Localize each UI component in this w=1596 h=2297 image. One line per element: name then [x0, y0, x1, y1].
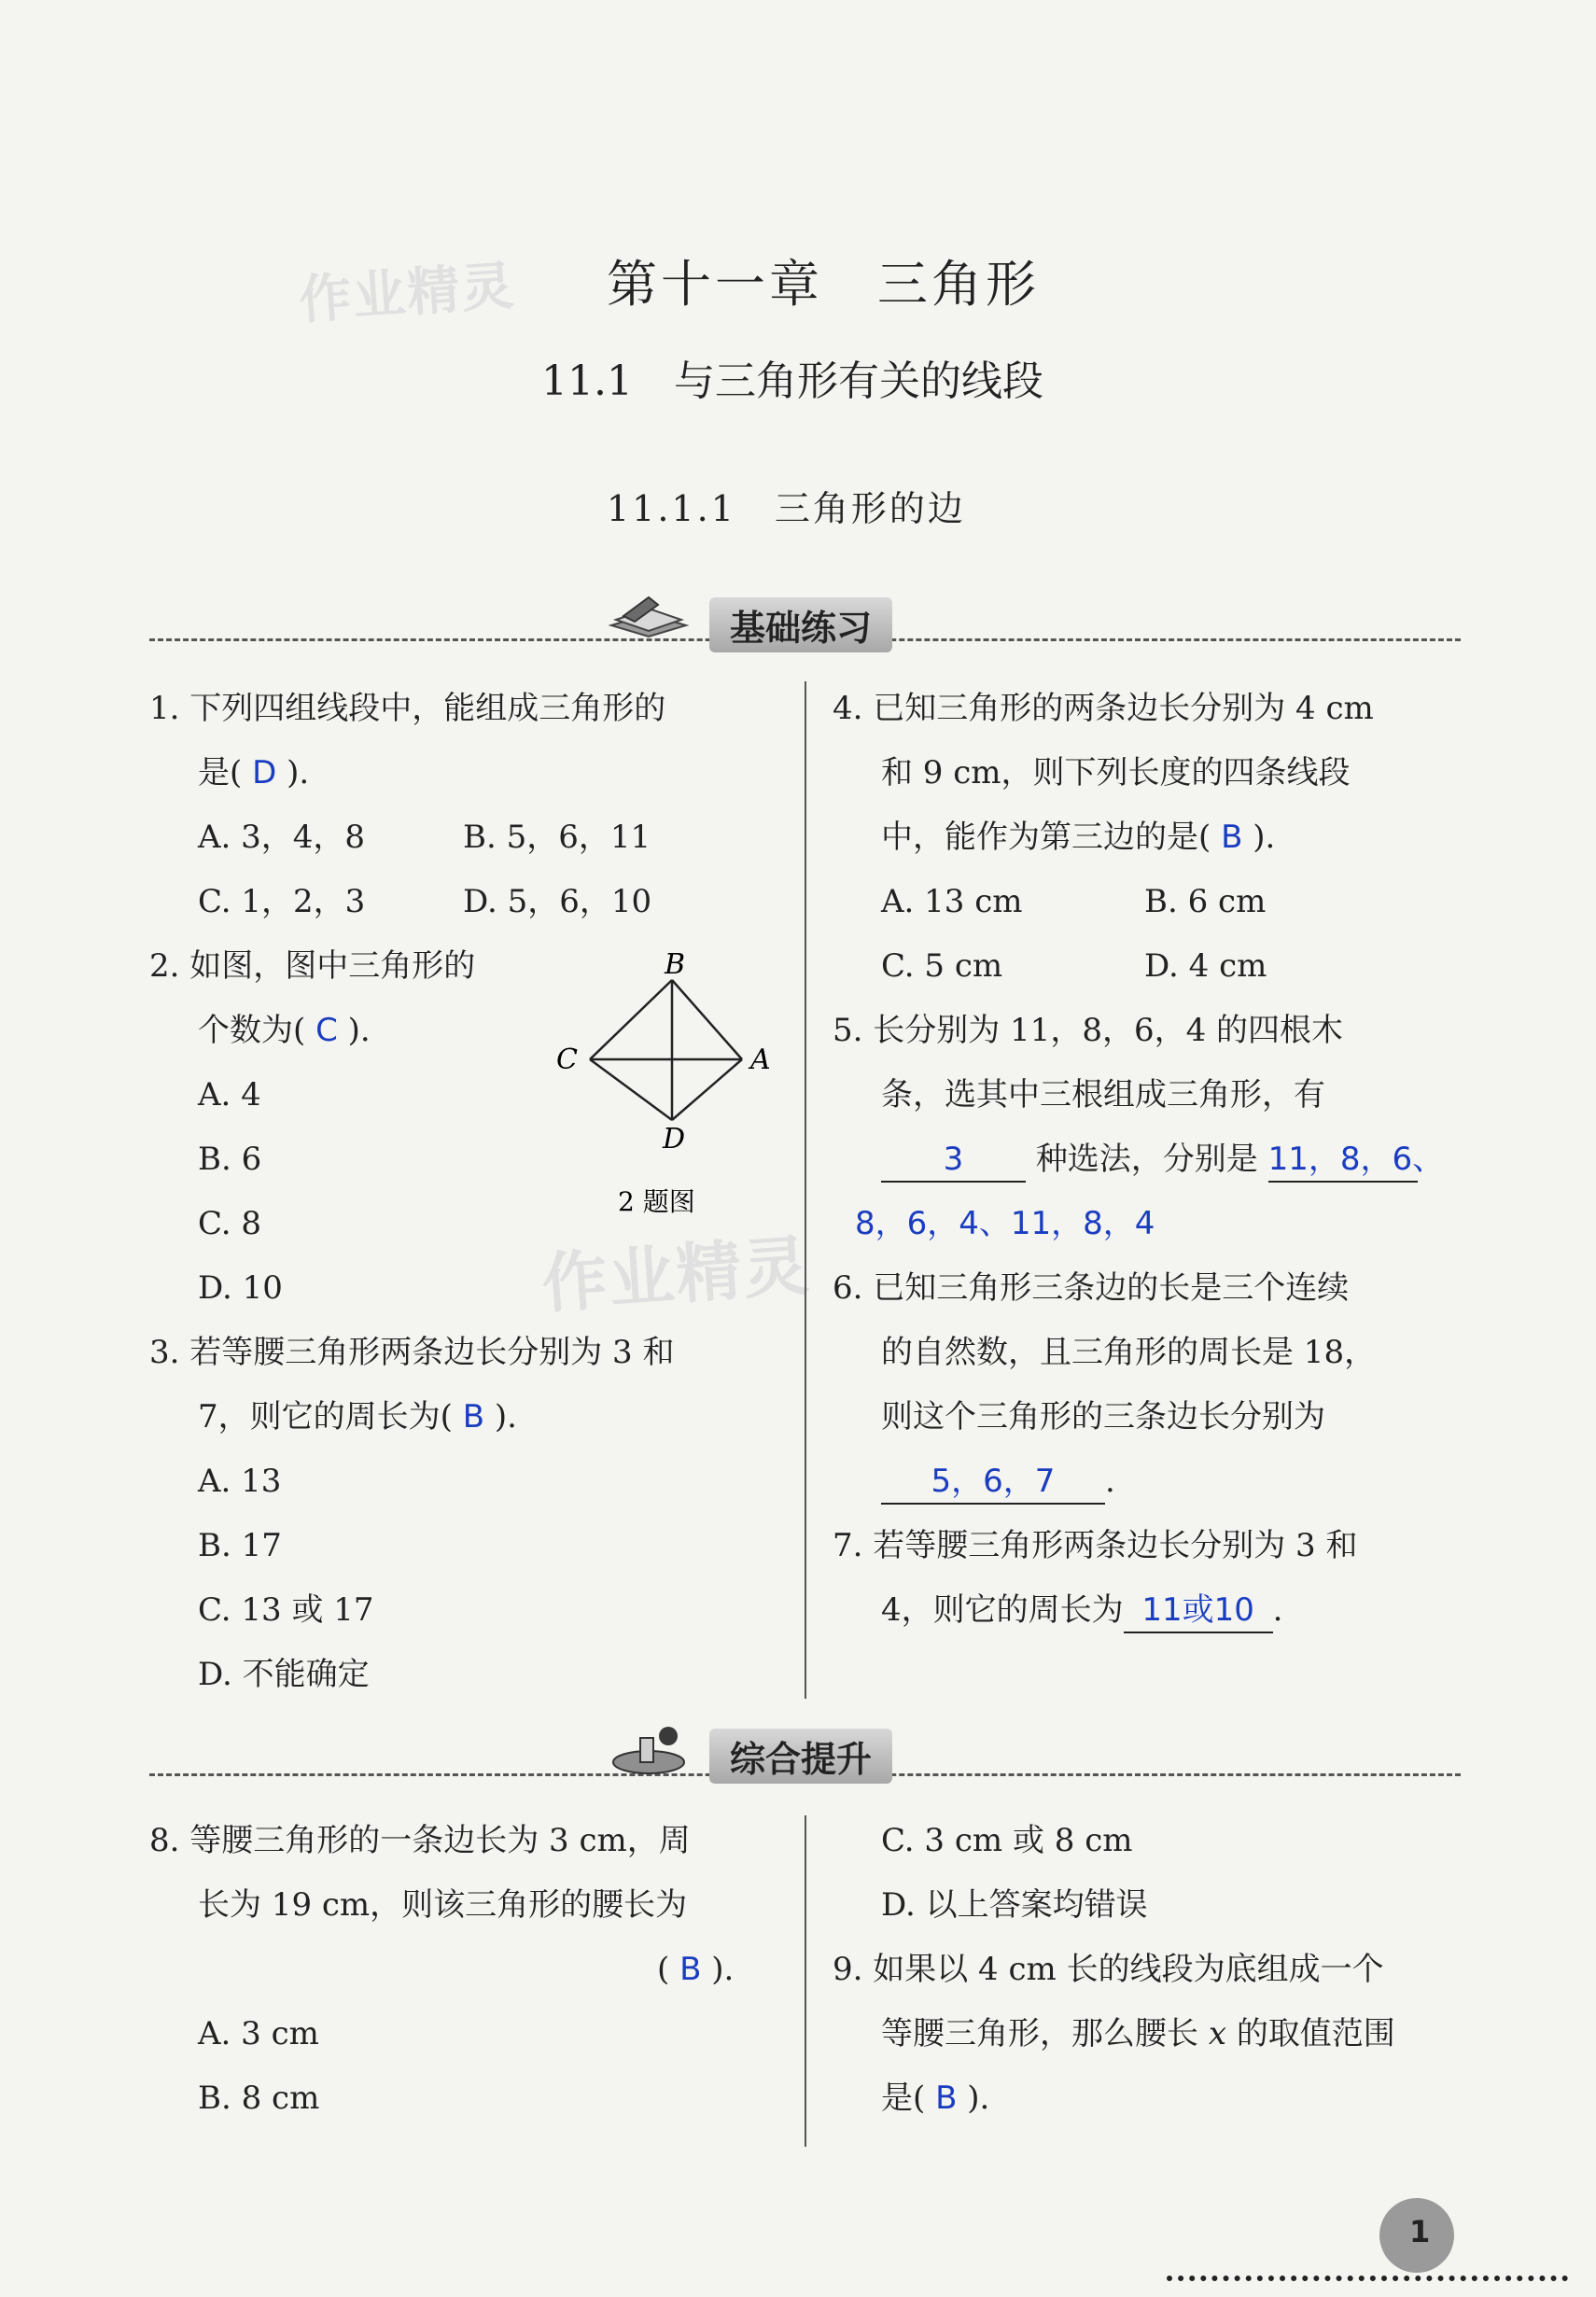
q3-stem-post: ).: [494, 1398, 517, 1436]
q7-line1: 7. 若等腰三角形两条边长分别为 3 和: [833, 1527, 1358, 1564]
fig-caption: 2 题图: [618, 1186, 695, 1217]
q9-line1: 9. 如果以 4 cm 长的线段为底组成一个: [833, 1951, 1384, 1988]
q2-option-d: D. 10: [198, 1269, 283, 1307]
watermark-middle: 作业精灵: [539, 1227, 813, 1323]
subsection-title: 11.1.1 三角形的边: [607, 488, 966, 529]
fig-label-b: B: [665, 948, 686, 981]
q8-option-a: A. 3 cm: [198, 2015, 319, 2052]
q5-line3: [881, 1127, 1445, 1192]
q9-variable: x: [1208, 2015, 1226, 2052]
q2-answer: C: [315, 1012, 338, 1049]
q7-stem-pre: 4，则它的周长为: [881, 1591, 1124, 1629]
q7-stem: [881, 1578, 1282, 1643]
q8-option-b: B. 8 cm: [198, 2080, 320, 2117]
q8-line1: 8. 等腰三角形的一条边长为 3 cm，周: [149, 1822, 691, 1859]
q1-option-a: A. 3，4，8: [198, 819, 366, 856]
q4-stem: [881, 805, 1275, 870]
q5-answer-detail-2: 8，6，4、11，8，4: [855, 1205, 1155, 1242]
q9-line2-pre: 等腰三角形，那么腰长: [881, 2015, 1198, 2052]
page-number: 1: [1409, 2214, 1431, 2249]
q3-stem-pre: 7，则它的周长为(: [198, 1398, 453, 1436]
q1-line1: 1. 下列四组线段中，能组成三角形的: [149, 690, 666, 727]
fig-label-d: D: [663, 1123, 686, 1156]
q2-option-c: C. 8: [198, 1205, 262, 1242]
q5-answer-count: 3: [881, 1138, 1026, 1183]
q1-answer: D: [252, 754, 277, 791]
q2-stem-pre: 个数为(: [198, 1012, 306, 1049]
q6-answer-line: [881, 1450, 1115, 1514]
fig-label-c: C: [556, 1043, 578, 1076]
q6-line2: 的自然数，且三角形的周长是 18，: [881, 1334, 1377, 1371]
column-divider-1: [805, 681, 806, 1699]
q8-answer-paren: [657, 1938, 734, 2002]
q5-answer-detail-1: 11，8，6、: [1268, 1138, 1418, 1183]
q1-option-c: C. 1，2，3: [198, 883, 366, 920]
q4-line1: 4. 已知三角形的两条边长分别为 4 cm: [833, 690, 1374, 727]
column-divider-2: [805, 1815, 806, 2147]
q1-stem-post: ).: [287, 754, 310, 791]
q8-paren-close: ).: [711, 1951, 735, 1988]
award-icon: [607, 1717, 691, 1777]
q4-stem-post: ).: [1253, 819, 1276, 856]
q8-option-d: D. 以上答案均错误: [881, 1886, 1148, 1924]
q3-option-d: D. 不能确定: [198, 1656, 370, 1693]
q8-answer: B: [679, 1951, 702, 1988]
q2-figure: [541, 947, 784, 1246]
q4-answer: B: [1221, 819, 1243, 856]
q2-line1: 2. 如图，图中三角形的: [149, 947, 476, 985]
q4-option-c: C. 5 cm: [881, 947, 1003, 985]
q3-stem: [198, 1385, 517, 1450]
q1-option-d: D. 5，6，10: [463, 883, 652, 920]
q8-paren-open: (: [657, 1951, 670, 1988]
q3-line1: 3. 若等腰三角形两条边长分别为 3 和: [149, 1334, 675, 1371]
section-heading-advanced: 综合提升: [709, 1729, 892, 1784]
q9-answer: B: [935, 2080, 958, 2117]
q7-end: .: [1272, 1591, 1283, 1629]
q4-option-a: A. 13 cm: [881, 883, 1023, 920]
q5-mid-text: 种选法，分别是: [1035, 1141, 1258, 1178]
q4-option-d: D. 4 cm: [1144, 947, 1267, 985]
q4-line2: 和 9 cm，则下列长度的四条线段: [881, 754, 1351, 791]
q8-option-c: C. 3 cm 或 8 cm: [881, 1822, 1133, 1859]
q9-stem-pre: 是(: [881, 2080, 926, 2117]
q1-stem-pre: 是(: [198, 754, 243, 791]
q9-stem-post: ).: [967, 2080, 990, 2117]
q6-answer: 5，6，7: [881, 1460, 1105, 1505]
q6-end: .: [1105, 1463, 1115, 1500]
q4-option-b: B. 6 cm: [1144, 883, 1267, 920]
q1-stem: [198, 741, 309, 805]
q2-option-b: B. 6: [198, 1141, 262, 1178]
q6-line3: 则这个三角形的三条边长分别为: [881, 1398, 1325, 1436]
q8-line2: 长为 19 cm，则该三角形的腰长为: [198, 1886, 688, 1924]
section-title: 11.1 与三角形有关的线段: [541, 357, 1043, 405]
fig-label-a: A: [750, 1043, 771, 1076]
section-heading-basic: 基础练习: [709, 597, 892, 652]
q6-line1: 6. 已知三角形三条边的长是三个连续: [833, 1269, 1350, 1307]
q3-option-b: B. 17: [198, 1527, 282, 1564]
q5-line2: 条，选其中三根组成三角形，有: [881, 1076, 1325, 1113]
q4-stem-pre: 中，能作为第三边的是(: [881, 819, 1211, 856]
chapter-title: 第十一章 三角形: [607, 255, 1040, 314]
q3-answer: B: [462, 1398, 485, 1436]
q5-line1: 5. 长分别为 11，8，6，4 的四根木: [833, 1012, 1344, 1049]
q3-option-c: C. 13 或 17: [198, 1591, 374, 1629]
q1-option-b: B. 5，6，11: [463, 819, 651, 856]
q9-stem: [881, 2066, 989, 2131]
book-icon: [607, 588, 691, 644]
footer-dots: [1167, 2276, 1568, 2281]
watermark-top: 作业精灵: [297, 255, 518, 332]
q9-line2: [881, 2002, 1395, 2066]
q7-answer: 11或10: [1124, 1589, 1273, 1633]
q3-option-a: A. 13: [198, 1463, 282, 1500]
q2-option-a: A. 4: [198, 1076, 261, 1113]
q2-stem: [198, 999, 371, 1063]
q9-line2-post: 的取值范围: [1236, 2015, 1395, 2052]
q2-stem-post: ).: [347, 1012, 371, 1049]
